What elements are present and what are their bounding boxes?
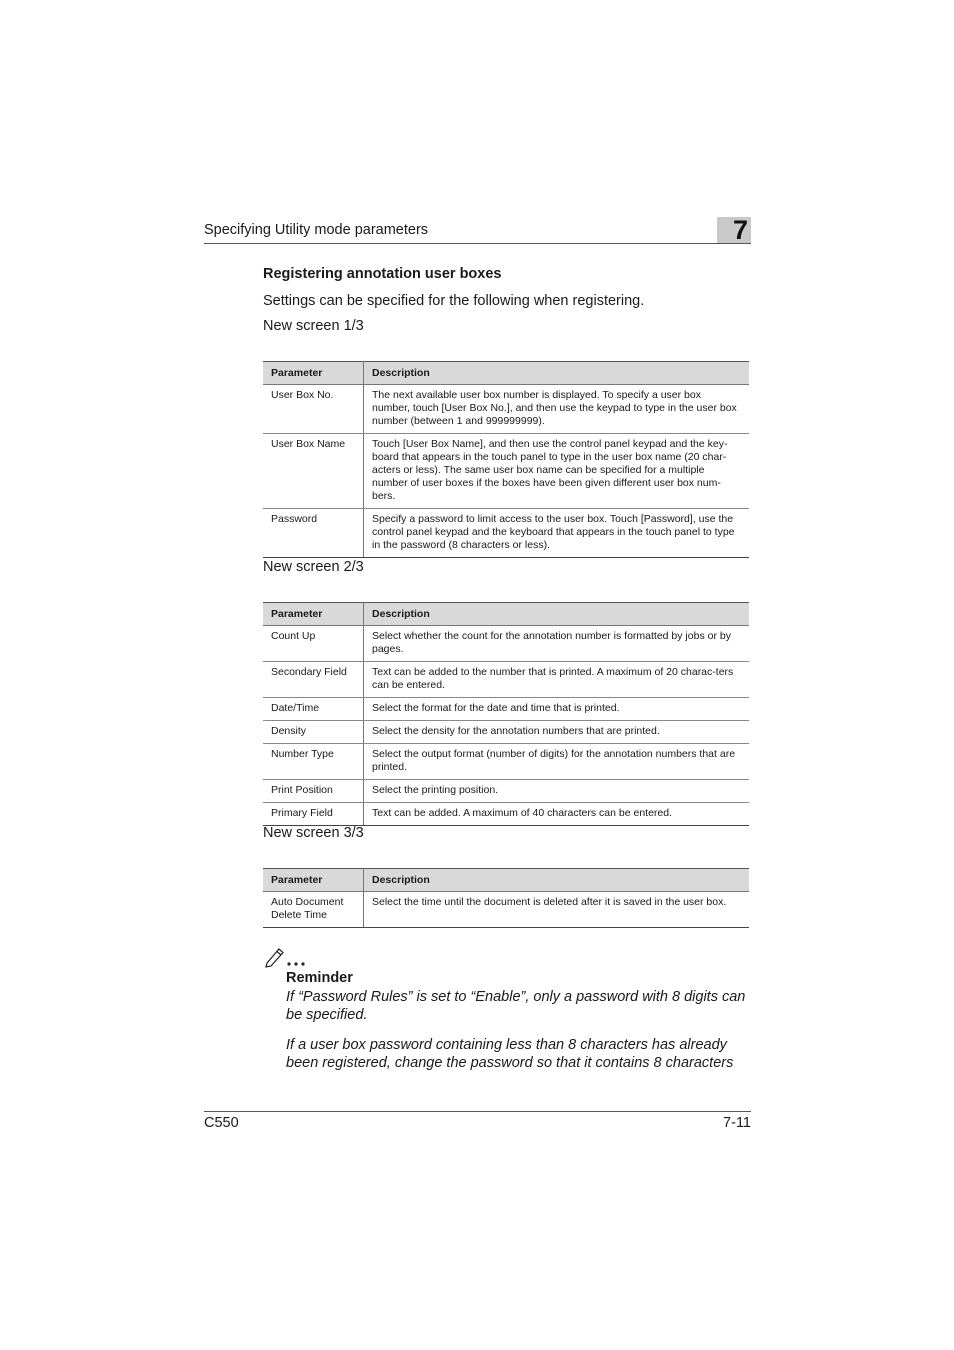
parameter-cell: Print Position: [263, 780, 364, 803]
section-title: Registering annotation user boxes: [263, 266, 502, 282]
description-cell: Text can be added. A maximum of 40 characters can be entered.: [364, 803, 750, 826]
table-row: [263, 509, 749, 558]
column-header-parameter: Parameter: [263, 869, 364, 892]
reminder-paragraph-2: If a user box password containing less than 8 characters has already been registered, change the password so that it contains 8 characters: [286, 1037, 734, 1071]
table-row: [263, 698, 749, 721]
description-cell: Select the format for the date and time that is printed.: [364, 698, 750, 721]
table-row: [263, 662, 749, 698]
column-header-description: Description: [364, 362, 750, 385]
table-row: [263, 626, 749, 662]
parameter-cell: Auto Document Delete Time: [263, 892, 364, 928]
footer-page-number: 7-11: [723, 1115, 751, 1131]
parameter-cell: Density: [263, 721, 364, 744]
description-cell: Select the density for the annotation numbers that are printed.: [364, 721, 750, 744]
description-cell: Specify a password to limit access to the user box. Touch [Password], use the control panel keypad and the keyboard that appears in the touch panel to type in the password (8 characters or less).: [364, 509, 750, 558]
screen-label-1: New screen 1/3: [263, 318, 364, 334]
column-header-parameter: Parameter: [263, 362, 364, 385]
parameter-cell: Password: [263, 509, 364, 558]
table-row: [263, 721, 749, 744]
parameter-table-1: [263, 361, 749, 558]
chapter-badge: [717, 217, 751, 243]
parameter-cell: Date/Time: [263, 698, 364, 721]
column-header-description: Description: [364, 869, 750, 892]
table-row: [263, 780, 749, 803]
parameter-table-3: [263, 868, 749, 928]
screen-label-2: New screen 2/3: [263, 559, 364, 575]
table-header-row: [263, 869, 749, 892]
description-cell: Touch [User Box Name], and then use the control panel keypad and the key-board that appears in the touch panel to type in the user box name (20 char-acters or less). The same user box name can be specified for a multiple number of user boxes if the boxes have been given different user box num-bers.: [364, 434, 750, 509]
parameter-cell: Secondary Field: [263, 662, 364, 698]
description-cell: Select the output format (number of digits) for the annotation numbers that are printed.: [364, 744, 750, 780]
table-row: [263, 385, 749, 434]
reminder-paragraph-1: If “Password Rules” is set to “Enable”, only a password with 8 digits can be specified.: [286, 989, 746, 1023]
description-cell: The next available user box number is displayed. To specify a user box number, touch [User Box No.], and then use the keypad to type in the user box number (between 1 and 999999999).: [364, 385, 750, 434]
description-cell: Text can be added to the number that is printed. A maximum of 20 charac-ters can be entered.: [364, 662, 750, 698]
parameter-cell: Count Up: [263, 626, 364, 662]
description-cell: Select the time until the document is deleted after it is saved in the user box.: [364, 892, 750, 928]
parameter-cell: User Box Name: [263, 434, 364, 509]
section-intro: Settings can be specified for the following when registering.: [263, 293, 645, 309]
chapter-number: 7: [732, 215, 748, 245]
table-header-row: [263, 362, 749, 385]
header-title: Specifying Utility mode parameters: [204, 222, 429, 238]
reminder-title: Reminder: [286, 970, 353, 986]
column-header-description: Description: [364, 603, 750, 626]
screen-label-3: New screen 3/3: [263, 825, 364, 841]
parameter-table-2: [263, 602, 749, 826]
table-row: [263, 434, 749, 509]
page-footer: [204, 1111, 751, 1131]
table-row: [263, 803, 749, 826]
column-header-parameter: Parameter: [263, 603, 364, 626]
description-cell: Select the printing position.: [364, 780, 750, 803]
page-header: [204, 217, 751, 244]
parameter-cell: Number Type: [263, 744, 364, 780]
table-row: [263, 892, 749, 928]
table-header-row: [263, 603, 749, 626]
note-pencil-icon: [263, 944, 313, 968]
description-cell: Select whether the count for the annotation number is formatted by jobs or by pages.: [364, 626, 750, 662]
footer-model: C550: [204, 1115, 239, 1131]
table-row: [263, 744, 749, 780]
parameter-cell: User Box No.: [263, 385, 364, 434]
parameter-cell: Primary Field: [263, 803, 364, 826]
